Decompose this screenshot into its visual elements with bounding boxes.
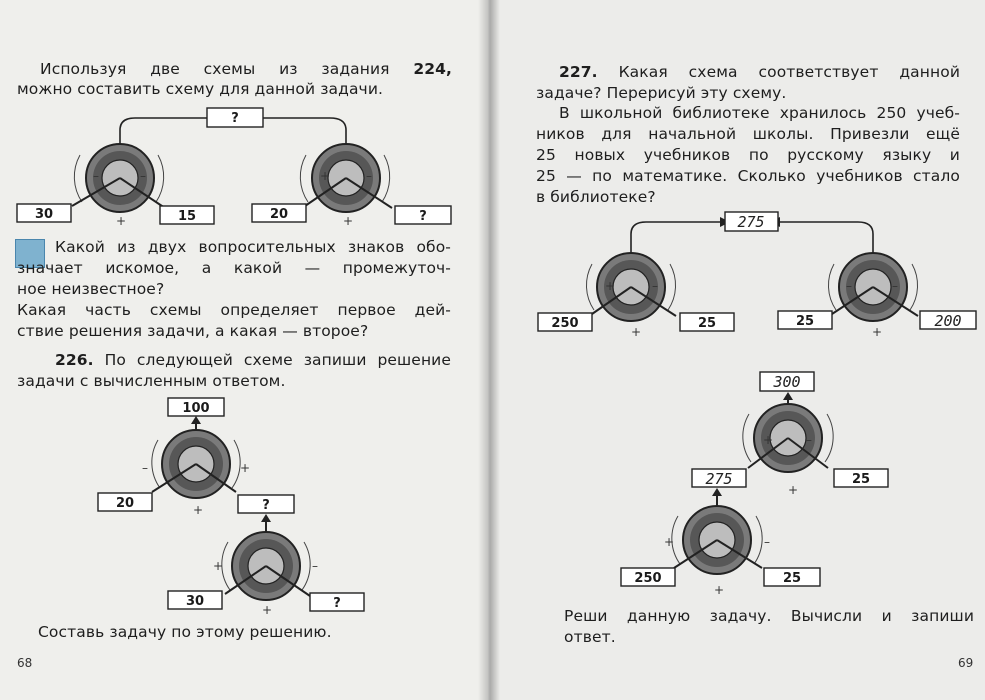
svg-text:+: +	[193, 503, 204, 517]
svg-text:+: +	[116, 214, 127, 228]
svg-text:–: –	[142, 461, 148, 475]
svg-text:–: –	[892, 279, 898, 293]
svg-text:–: –	[140, 169, 146, 183]
svg-text:+: +	[605, 279, 616, 293]
problem-line-3: 25 новых учебников по русскому языку и	[536, 146, 960, 164]
question-line-2: значает искомое, а какой — промежуточ-	[17, 259, 451, 277]
intro-line-2: можно составить схему для данной задачи.	[17, 80, 384, 98]
problem-line-1: В школьной библиотеке хранилось 250 учеб-	[559, 104, 960, 122]
dial-lower	[213, 532, 318, 617]
svg-text:–: –	[312, 559, 318, 573]
scheme-diagram-3	[488, 208, 985, 338]
svg-text:–: –	[846, 279, 852, 293]
question-line-4: Какая часть схемы определяет первое дей-	[17, 301, 451, 319]
task227-line-1: 227. Какая схема соответствует данной	[559, 63, 960, 81]
page-number-left: 68	[17, 656, 33, 670]
svg-text:+: +	[240, 461, 251, 475]
problem-line-5: в библиотеке?	[536, 188, 656, 206]
svg-text:+: +	[788, 483, 799, 497]
svg-text:275: 275	[705, 470, 733, 488]
svg-text:30: 30	[185, 594, 205, 609]
svg-text:+: +	[872, 325, 883, 338]
svg-text:15: 15	[177, 209, 197, 224]
svg-text:+: +	[320, 169, 331, 183]
svg-text:+: +	[213, 559, 224, 573]
svg-text:100: 100	[182, 401, 210, 416]
svg-text:–: –	[366, 169, 372, 183]
svg-text:250: 250	[634, 571, 662, 586]
svg-text:?: ?	[262, 498, 270, 513]
svg-text:+: +	[714, 583, 725, 597]
svg-text:200: 200	[934, 312, 962, 330]
book-gutter	[478, 0, 500, 700]
svg-text:+: +	[664, 535, 675, 549]
svg-text:275: 275	[737, 213, 765, 231]
svg-text:250: 250	[551, 316, 579, 331]
question-line-5: ствие решения задачи, а какая — второе?	[17, 322, 369, 340]
svg-text:25: 25	[697, 316, 717, 331]
svg-text:–: –	[806, 433, 812, 447]
dial-4-lower	[664, 506, 770, 597]
task227-line-2: задаче? Перерисуй эту схему.	[536, 84, 787, 102]
svg-text:25: 25	[851, 472, 871, 487]
svg-text:?: ?	[419, 209, 427, 224]
question-line-3: ное неизвестное?	[17, 280, 165, 298]
page-number-right: 69	[958, 656, 974, 670]
dial-left	[72, 144, 165, 228]
scheme-diagram-2	[0, 392, 488, 622]
question-line-1: Какой из двух вопросительных знаков обо-	[55, 238, 451, 256]
solve-line-1: Реши данную задачу. Вычисли и запиши	[564, 607, 974, 625]
dial-3-left	[586, 253, 676, 338]
svg-text:–: –	[764, 535, 770, 549]
intro-line-1: Используя две схемы из задания 224,	[40, 60, 452, 78]
svg-text:–: –	[652, 279, 658, 293]
task226-line-2: задачи с вычисленным ответом.	[17, 372, 286, 390]
compose-task-text: Составь задачу по этому решению.	[38, 623, 332, 641]
svg-text:25: 25	[782, 571, 802, 586]
dial-3-right	[828, 253, 918, 338]
diagram1-top-value: ?	[231, 111, 239, 126]
dial-4-upper	[743, 404, 833, 497]
svg-text:?: ?	[333, 596, 341, 611]
svg-text:25: 25	[795, 314, 815, 329]
svg-text:+: +	[763, 433, 774, 447]
problem-line-2: ников для начальной школы. Привезли ещё	[536, 125, 960, 143]
svg-text:+: +	[262, 603, 273, 617]
dial-upper	[142, 430, 250, 517]
scheme-diagram-4	[488, 362, 985, 602]
right-page	[488, 0, 985, 700]
svg-text:30: 30	[34, 207, 54, 222]
solve-line-2: ответ.	[564, 628, 616, 646]
problem-line-4: 25 — по математике. Сколько учебников стало	[536, 167, 960, 185]
svg-text:+: +	[343, 214, 354, 228]
dial-right	[300, 144, 392, 228]
svg-text:+: +	[631, 325, 642, 338]
svg-text:300: 300	[773, 373, 801, 391]
task226-line-1: 226. По следующей схеме запиши решение	[55, 351, 451, 369]
left-page	[0, 0, 488, 700]
svg-text:20: 20	[269, 207, 289, 222]
svg-text:20: 20	[115, 496, 135, 511]
svg-text:–: –	[93, 169, 99, 183]
